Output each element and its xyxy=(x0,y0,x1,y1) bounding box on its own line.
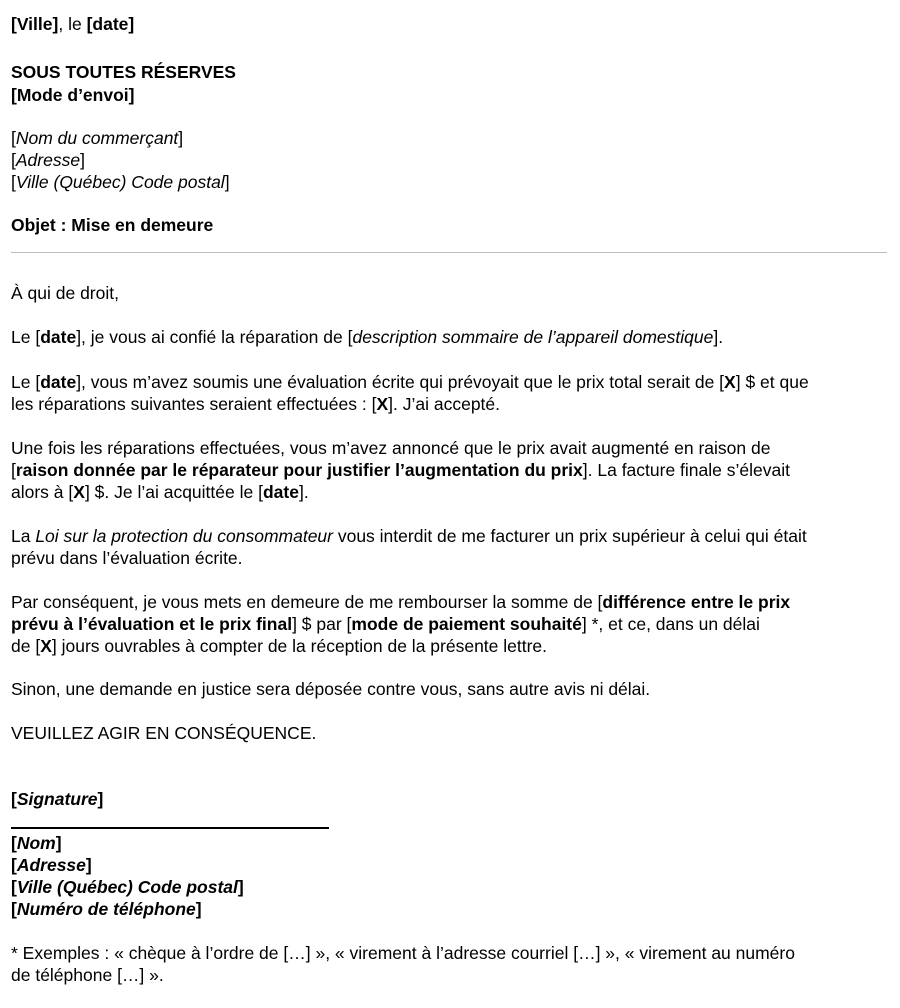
para3-text-2: [ xyxy=(11,460,16,480)
para5-days: X xyxy=(40,636,52,656)
sender-name: [Nom] xyxy=(11,833,62,853)
recipient-address-placeholder: Adresse xyxy=(15,150,81,170)
para2-text-1: Le [ xyxy=(11,372,41,392)
paragraph-4 xyxy=(11,525,891,569)
send-mode-line: [Mode d’envoi] xyxy=(11,85,135,105)
para3-line-2 xyxy=(11,459,891,481)
para5-text-4: de [ xyxy=(11,636,41,656)
para3-text-5: ] $. Je l’ai acquittée le [ xyxy=(84,482,263,502)
paragraph-2 xyxy=(11,371,891,415)
sender-city-placeholder: Ville (Québec) Code postal xyxy=(16,877,238,897)
para5-text-3: ] *, et ce, dans un délai xyxy=(581,614,760,634)
sender-address-placeholder: Adresse xyxy=(16,855,86,875)
para3-text-4: alors à [ xyxy=(11,482,74,502)
para1-text-2: ], je vous ai confié la réparation de [ xyxy=(76,327,353,347)
para2-text-5: ]. J’ai accepté. xyxy=(388,394,501,414)
salutation: À qui de droit, xyxy=(11,283,119,303)
sender-address: [Adresse] xyxy=(11,855,92,875)
para5-difference-2: prévu à l’évaluation et le prix final xyxy=(11,614,293,634)
para4-text-1: La xyxy=(11,526,36,546)
para4-law-name: Loi sur la protection du consommateur xyxy=(35,526,333,546)
paragraph-5 xyxy=(11,591,891,657)
para3-line-3 xyxy=(11,481,891,503)
sender-name-placeholder: Nom xyxy=(16,833,56,853)
para5-line-2 xyxy=(11,613,891,635)
separator-line xyxy=(11,252,887,253)
footnote xyxy=(11,942,891,986)
para3-amount: X xyxy=(73,482,85,502)
para4-text-2: vous interdit de me facturer un prix supérieur à celui qui était xyxy=(332,526,807,546)
send-mode-placeholder: Mode d’envoi xyxy=(16,85,129,105)
para2-text-4: les réparations suivantes seraient effectuées : [ xyxy=(11,394,377,414)
para4-line-2: prévu dans l’évaluation écrite. xyxy=(11,548,243,568)
footnote-line-1: * Exemples : « chèque à l’ordre de […] », « virement à l’adresse courriel […] », « virement au numéro xyxy=(11,943,795,963)
para3-date: date xyxy=(262,482,299,502)
para5-line-3 xyxy=(11,635,891,657)
recipient-address: [Adresse] xyxy=(11,150,85,170)
para3-text-3: ]. La facture finale s’élevait xyxy=(582,460,790,480)
sender-city: [Ville (Québec) Code postal] xyxy=(11,877,244,897)
footnote-line-2: de téléphone […] ». xyxy=(11,965,164,985)
para2-date: date xyxy=(40,372,77,392)
paragraph-7: VEUILLEZ AGIR EN CONSÉQUENCE. xyxy=(11,723,317,743)
para3-line-1: Une fois les réparations effectuées, vous m’avez annoncé que le prix avait augmenté en raison de xyxy=(11,438,771,458)
para2-amount: X xyxy=(724,372,736,392)
sender-phone-placeholder: Numéro de téléphone xyxy=(16,899,196,919)
para5-text-1: Par conséquent, je vous mets en demeure de me rembourser la somme de [ xyxy=(11,592,603,612)
para5-difference-1: différence entre le prix xyxy=(602,592,791,612)
sender-phone: [Numéro de téléphone] xyxy=(11,899,202,919)
recipient-name-placeholder: Nom du commerçant xyxy=(15,128,179,148)
paragraph-3 xyxy=(11,437,891,503)
recipient-city-placeholder: Ville (Québec) Code postal xyxy=(15,172,225,192)
para2-line-2 xyxy=(11,393,891,415)
subject-line: Objet : Mise en demeure xyxy=(11,215,214,235)
para1-text-1: Le [ xyxy=(11,327,41,347)
paragraph-1 xyxy=(11,326,891,348)
date-placeholder: date xyxy=(92,14,129,34)
signature-rule xyxy=(11,827,329,829)
reserve-heading: SOUS TOUTES RÉSERVES xyxy=(11,62,236,82)
para1-text-3: ]. xyxy=(713,327,724,347)
para3-reason: raison donnée par le réparateur pour justifier l’augmentation du prix xyxy=(15,460,583,480)
para1-date: date xyxy=(40,327,77,347)
recipient-city: [Ville (Québec) Code postal] xyxy=(11,172,230,192)
recipient-name: [Nom du commerçant] xyxy=(11,128,184,148)
city-placeholder: Ville xyxy=(16,14,53,34)
para4-line-1 xyxy=(11,525,891,547)
para5-payment-mode: mode de paiement souhaité xyxy=(351,614,582,634)
paragraph-6: Sinon, une demande en justice sera déposée contre vous, sans autre avis ni délai. xyxy=(11,679,651,699)
date-connector: , le xyxy=(58,14,87,34)
para1-description: description sommaire de l’appareil domestique xyxy=(352,327,714,347)
signature-placeholder: Signature xyxy=(16,789,98,809)
para2-text-3: ] $ et que xyxy=(735,372,809,392)
city-date-line: [Ville], le [date] xyxy=(11,14,135,34)
signature-line: [Signature] xyxy=(11,789,104,809)
para2-line-1 xyxy=(11,371,891,393)
para5-text-5: ] jours ouvrables à compter de la réception de la présente lettre. xyxy=(51,636,548,656)
para3-text-6: ]. xyxy=(298,482,309,502)
para5-text-2: ] $ par [ xyxy=(292,614,352,634)
para2-repairs: X xyxy=(376,394,389,414)
para5-line-1 xyxy=(11,591,891,613)
para2-text-2: ], vous m’avez soumis une évaluation écrite qui prévoyait que le prix total serait de [ xyxy=(76,372,725,392)
